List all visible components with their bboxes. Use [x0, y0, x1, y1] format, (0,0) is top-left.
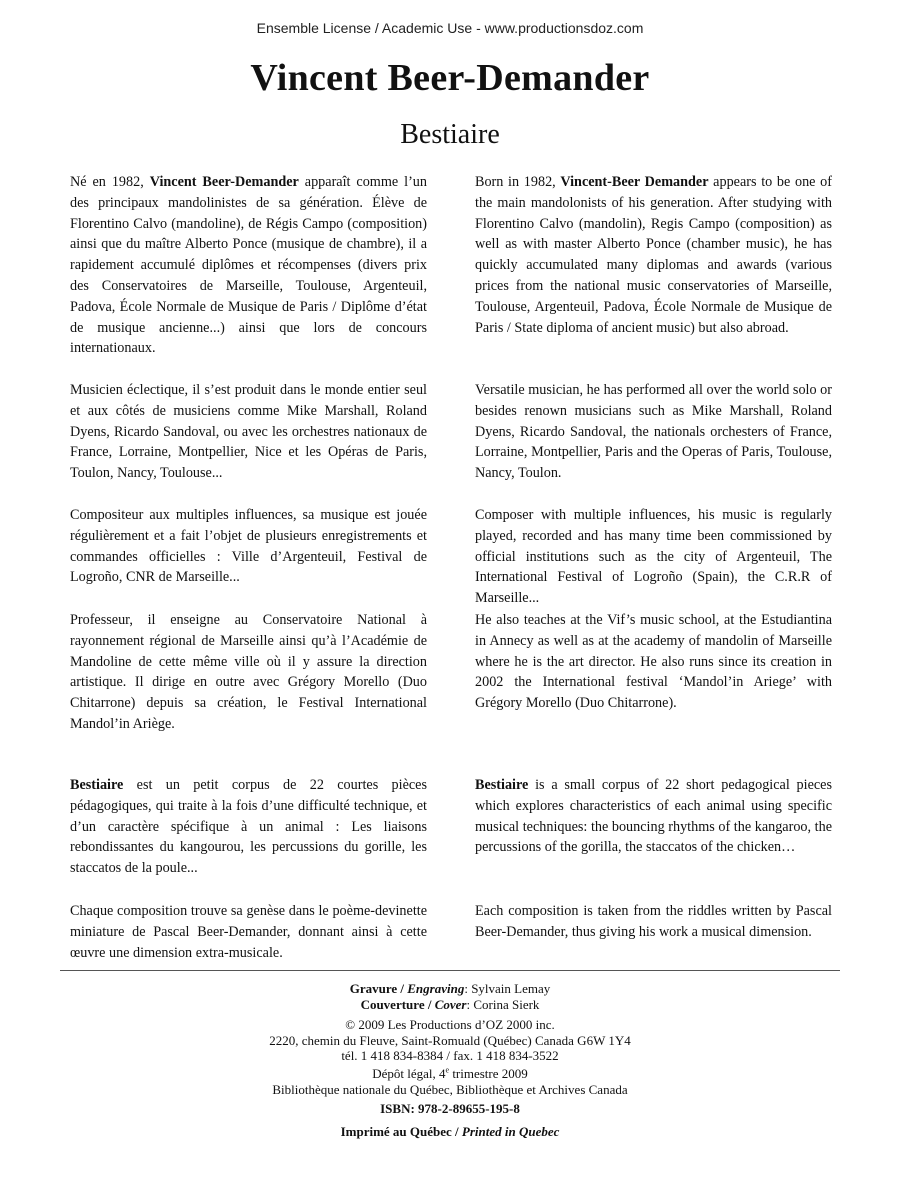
en-bio1-body: appears to be one of the main mandolonists of his generation. After studying with Florentino Calvo (mandolin), Regis Campo (composition) as well as with master Alberto Ponce (chamber music), he has quickly accumulated many diplomas and awards (various prices from the national music conservatories of Marseille, Toulouse, Argenteuil, Padova, École Normale de Musique de Paris / State diploma of ancient music) but also abroad. [475, 174, 832, 336]
en-bio1-intro: Born in 1982, [475, 174, 561, 190]
work-title: Bestiaire [400, 119, 500, 150]
cover-credit [0, 997, 900, 1013]
printed-en: Printed in Quebec [461, 1124, 560, 1139]
legal-deposit-line [0, 1066, 900, 1082]
legal-deposit-block [0, 1066, 900, 1097]
en-work2-text: Each composition is taken from the riddles written by Pascal Beer-Demander, thus giving his work a musical dimension. [475, 903, 832, 940]
en-work1-body: is a small corpus of 22 short pedagogical pieces which explores characteristics of each animal using specific musical techniques: the bouncing rhythms of the kangaroo, the percussions of the gorilla, the staccatos of the chicken… [475, 777, 832, 856]
fr-work2-text: Chaque composition trouve sa genèse dans le poème-devinette miniature de Pascal Beer-Demander, donnant ainsi à cette œuvre une dimension extra-musicale. [70, 903, 427, 961]
legal-deposit-post: trimestre 2009 [449, 1066, 528, 1081]
fr-bio1-body: apparaît comme l’un des principaux mandolinistes de sa génération. Élève de Florentino Calvo (mandoline), de Régis Campo (composition) ainsi que du maître Alberto Ponce (musique de chambre), il a rapidement accumulé diplômes et récompenses (divers prix des Conservatoires de Marseille, Toulouse, Argenteuil, Padova, École Normale de Musique de Paris / Diplôme d’état de musique ancienne...) ainsi que lors de concours internationaux. [70, 174, 427, 357]
license-line: Ensemble License / Academic Use - www.productionsdoz.com [256, 20, 644, 36]
copyright-line: © 2009 Les Productions d’OZ 2000 inc. [345, 1017, 555, 1032]
footer-divider [60, 970, 840, 971]
fr-bio-paragraph-2 [70, 380, 427, 484]
en-bio-paragraph-2 [475, 380, 832, 484]
legal-deposit-sup: e [445, 1065, 450, 1075]
fr-bio-paragraph-3 [70, 505, 427, 588]
fr-bio1-name: Vincent Beer-Demander [149, 174, 299, 190]
en-bio-paragraph-3 [475, 505, 832, 609]
fr-bio2-text: Musicien éclectique, il s’est produit dans le monde entier seul et aux côtés de musiciens comme Mike Marshall, Roland Dyens, Ricardo Sandoval, ou avec les orchestres nationaux de France, Lorraine, Montpellier, Nice et les Opéras de Paris, Toulon, Nancy, Toulouse... [70, 382, 427, 482]
printed-line [0, 1124, 900, 1140]
fr-work-paragraph-1 [70, 775, 427, 879]
en-bio-paragraph-1 [475, 172, 832, 338]
cover-value: : Corina Sierk [466, 996, 540, 1012]
en-bio3-text: Composer with multiple influences, his music is regularly played, recorded and has many time been commissioned by official institutions such as the city of Argenteuil, The International Festival of Logroño (Spain), the C.R.R of Marseille... [475, 507, 832, 607]
engraving-value: : Sylvain Lemay [464, 981, 551, 996]
fr-work-name: Bestiaire [70, 777, 124, 793]
printed-fr: Imprimé au Québec / [340, 1124, 462, 1139]
fr-bio3-text: Compositeur aux multiples influences, sa musique est jouée régulièrement et a fait l’objet de plusieurs enregistrements et commandes officielles : Ville d’Argenteuil, Festival de Logroño, CNR de Marseille... [70, 507, 427, 586]
fr-bio-paragraph-1 [70, 172, 427, 359]
isbn-line: ISBN: 978-2-89655-195-8 [380, 1101, 520, 1116]
credits-staff [0, 981, 900, 1012]
engraving-label-fr: Gravure / [349, 981, 408, 996]
address-line: 2220, chemin du Fleuve, Saint-Romuald (Québec) Canada G6W 1Y4 [269, 1032, 631, 1048]
fr-bio4-text: Professeur, il enseigne au Conservatoire National à rayonnement régional de Marseille ainsi qu’à l’Académie de Mandoline de cette même ville où il y assure la direction artistique. Il dirige en outre avec Grégory Morello (Duo Chitarrone) depuis sa création, le Festival International Mandol’in Ariège. [70, 612, 427, 732]
fr-work1-body: est un petit corpus de 22 courtes pièces pédagogiques, qui traite à la fois d’une difficulté technique, et d’un caractère spécifique à un animal : Les liaisons rebondissantes du kangourou, les percussions du gorille, les staccatos de la poule... [70, 777, 427, 877]
libraries-line: Bibliothèque nationale du Québec, Bibliothèque et Archives Canada [272, 1081, 628, 1097]
en-bio2-text: Versatile musician, he has performed all over the world solo or besides renown musicians such as Mike Marshall, Roland Dyens, Ricardo Sandoval, the nationals orchesters of France, Lorraine, Montpellier, Paris and the Operas of Paris, Toulouse, Nancy, Toulon. [475, 382, 832, 482]
en-work-paragraph-2 [475, 901, 832, 943]
fr-work-paragraph-2 [70, 901, 427, 963]
en-bio1-name: Vincent-Beer Demander [560, 174, 709, 190]
engraving-credit [0, 981, 900, 997]
cover-label-fr: Couverture / [360, 996, 435, 1012]
en-bio-paragraph-4 [475, 610, 832, 714]
phone-line: tél. 1 418 834-8384 / fax. 1 418 834-3522 [341, 1048, 559, 1063]
fr-bio1-intro: Né en 1982, [70, 174, 150, 190]
en-work-paragraph-1 [475, 775, 832, 858]
fr-bio-paragraph-4 [70, 610, 427, 735]
cover-label-en: Cover [434, 996, 467, 1012]
legal-deposit-pre: Dépôt légal, 4 [372, 1066, 446, 1081]
en-bio4-text: He also teaches at the Vif’s music school, at the Estudiantina in Annecy as well as at the academy of mandolin of Marseille where he is the art director. He also runs since its creation in 2002 the International festival ‘Mandol’in Ariege’ with Grégory Morello (Duo Chitarrone). [475, 612, 832, 712]
en-work-name: Bestiaire [475, 777, 529, 793]
publisher-block [0, 1017, 900, 1064]
engraving-label-en: Engraving [407, 981, 465, 996]
composer-name: Vincent Beer-Demander [250, 57, 650, 99]
